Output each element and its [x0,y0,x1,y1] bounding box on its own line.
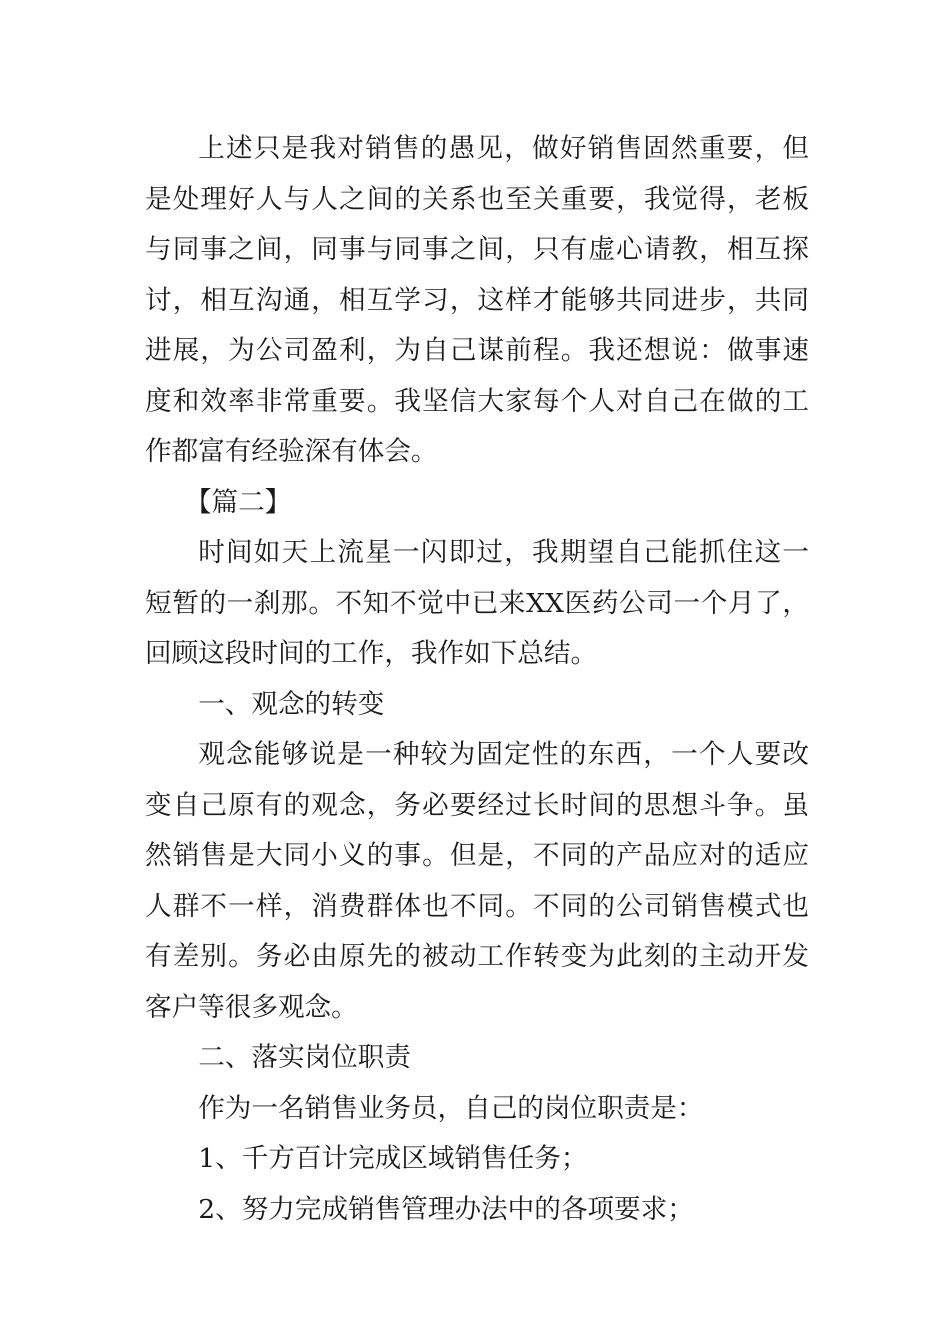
section-marker: 【篇二】 [184,486,292,518]
document-page [145,124,809,1235]
list-item: 2、努力完成销售管理办法中的各项要求； [198,1193,694,1225]
list-item: 1、千方百计完成区域销售任务； [198,1143,588,1174]
heading-concept-change: 一、观念的转变 [198,688,385,720]
paragraph-intro: 时间如天上流星一闪即过，我期望自己能抓住这一短暂的一刹那。不知不觉中已来XX医药公司一个月了，回顾这段时间的工作，我作如下总结。 [145,537,809,669]
paragraph-relationships: 上述只是我对销售的愚见，做好销售固然重要，但是处理好人与人之间的关系也至关重要，我觉得，老板与同事之间，同事与同事之间，只有虚心请教，相互探讨，相互沟通，相互学习，这样才能够共同进步，共同进展，为公司盈利，为自己谋前程。我还想说：做事速度和效率非常重要。我坚信大家每个人对自己在做的工作都富有经验深有体会。 [145,133,809,467]
paragraph-concept: 观念能够说是一种较为固定性的东西，一个人要改变自己原有的观念，务必要经过长时间的思想斗争。虽然销售是大同小义的事。但是，不同的产品应对的适应人群不一样，消费群体也不同。不同的公司销售模式也有差别。务必由原先的被动工作转变为此刻的主动开发客户等很多观念。 [145,739,809,1023]
heading-job-duties: 二、落实岗位职责 [198,1042,411,1073]
paragraph-duties-intro: 作为一名销售业务员，自己的岗位职责是： [198,1092,704,1124]
